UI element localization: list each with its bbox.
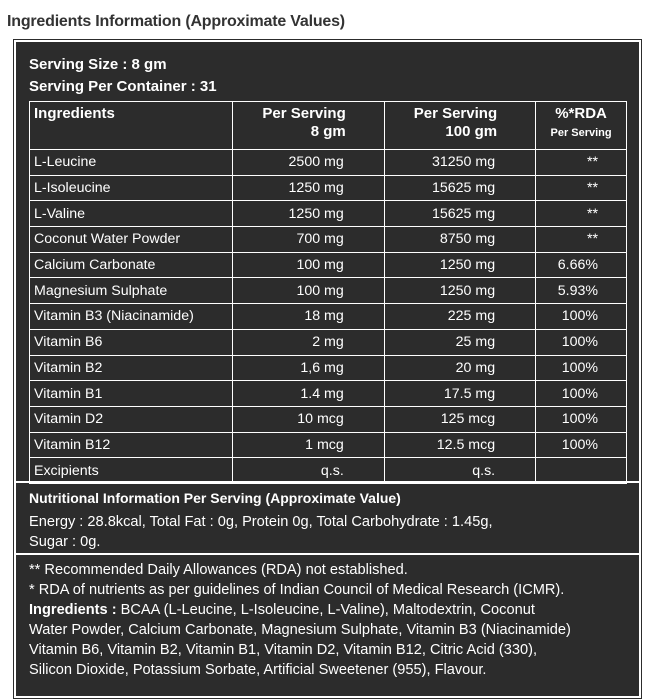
header-per-serving-8gm-line2: 8 gm <box>310 123 346 140</box>
serving-per-container: Serving Per Container : 31 <box>29 78 217 95</box>
rda-value <box>536 458 627 484</box>
section-divider <box>16 553 639 555</box>
per-serving-8gm: 1250 mg <box>233 201 384 227</box>
per-serving-8gm: 1 mcg <box>233 432 384 458</box>
ingredient-name: Vitamin B12 <box>30 432 233 458</box>
per-serving-100gm: 31250 mg <box>384 150 535 176</box>
rda-value: 100% <box>536 329 627 355</box>
per-serving-8gm: 100 mg <box>233 252 384 278</box>
per-serving-100gm: q.s. <box>384 458 535 484</box>
per-serving-100gm: 15625 mg <box>384 175 535 201</box>
per-serving-8gm: 1250 mg <box>233 175 384 201</box>
nutrition-text <box>29 512 629 552</box>
header-rda-line2: Per Serving <box>550 127 612 139</box>
per-serving-100gm: 20 mg <box>384 355 535 381</box>
ingredient-name: Magnesium Sulphate <box>30 278 233 304</box>
nutrition-panel <box>14 40 641 698</box>
per-serving-8gm: 700 mg <box>233 227 384 253</box>
table-row <box>30 458 627 484</box>
per-serving-100gm: 1250 mg <box>384 278 535 304</box>
table-row <box>30 381 627 407</box>
header-per-serving-8gm-line1: Per Serving <box>262 105 346 122</box>
header-per-serving-100gm-line1: Per Serving <box>413 105 498 122</box>
header-per-serving-100gm <box>384 102 535 150</box>
per-serving-8gm: 18 mg <box>233 304 384 330</box>
ingredients-list-line-4: Silicon Dioxide, Potassium Sorbate, Artificial Sweetener (955), Flavour. <box>29 662 487 678</box>
per-serving-100gm: 15625 mg <box>384 201 535 227</box>
rda-note: ** Recommended Daily Allowances (RDA) not established. <box>29 562 408 578</box>
ingredient-name: Vitamin B3 (Niacinamide) <box>30 304 233 330</box>
nutrition-title: Nutritional Information Per Serving (Approximate Value) <box>29 490 401 506</box>
table-row <box>30 432 627 458</box>
header-per-serving-8gm <box>233 102 384 150</box>
table-row <box>30 278 627 304</box>
rda-value: 100% <box>536 406 627 432</box>
table-row <box>30 304 627 330</box>
serving-size: Serving Size : 8 gm <box>29 56 167 73</box>
icmr-note: * RDA of nutrients as per guidelines of Indian Council of Medical Research (ICMR). <box>29 582 565 598</box>
nutrition-line-2: Sugar : 0g. <box>29 534 101 550</box>
ingredients-list-text-1: BCAA (L-Leucine, L-Isoleucine, L-Valine), Maltodextrin, Coconut <box>116 602 535 618</box>
table-header-row <box>30 102 627 150</box>
section-divider <box>16 481 639 483</box>
ingredients-table <box>29 101 627 484</box>
table-row <box>30 329 627 355</box>
nutrition-line-1: Energy : 28.8kcal, Total Fat : 0g, Protein 0g, Total Carbohydrate : 1.45g, <box>29 514 493 530</box>
per-serving-100gm: 8750 mg <box>384 227 535 253</box>
notes-section <box>29 560 639 680</box>
per-serving-100gm: 1250 mg <box>384 252 535 278</box>
ingredients-list-line-2: Water Powder, Calcium Carbonate, Magnesium Sulphate, Vitamin B3 (Niacinamide) <box>29 622 571 638</box>
ingredient-name: Vitamin B2 <box>30 355 233 381</box>
per-serving-8gm: 10 mcg <box>233 406 384 432</box>
header-ingredients: Ingredients <box>30 102 233 150</box>
rda-value: ** <box>536 201 627 227</box>
ingredients-list-line-1 <box>29 600 639 620</box>
rda-value: 5.93% <box>536 278 627 304</box>
per-serving-8gm: 1,6 mg <box>233 355 384 381</box>
ingredients-list-line-3: Vitamin B6, Vitamin B2, Vitamin B1, Vitamin D2, Vitamin B12, Citric Acid (330), <box>29 642 538 658</box>
table-row <box>30 252 627 278</box>
rda-value: 100% <box>536 432 627 458</box>
header-per-serving-100gm-line2: 100 gm <box>445 123 498 140</box>
ingredient-name: Calcium Carbonate <box>30 252 233 278</box>
table-row <box>30 201 627 227</box>
ingredient-name: L-Valine <box>30 201 233 227</box>
ingredient-name: L-Leucine <box>30 150 233 176</box>
per-serving-100gm: 125 mcg <box>384 406 535 432</box>
per-serving-8gm: 1.4 mg <box>233 381 384 407</box>
rda-value: ** <box>536 150 627 176</box>
table-row <box>30 175 627 201</box>
rda-value: 6.66% <box>536 252 627 278</box>
rda-value: 100% <box>536 381 627 407</box>
per-serving-8gm: q.s. <box>233 458 384 484</box>
table-row <box>30 406 627 432</box>
ingredient-name: L-Isoleucine <box>30 175 233 201</box>
table-row <box>30 227 627 253</box>
header-rda <box>536 102 627 150</box>
table-row <box>30 355 627 381</box>
page-title: Ingredients Information (Approximate Values) <box>7 13 345 30</box>
header-rda-line1: %*RDA <box>555 105 607 122</box>
ingredient-name: Vitamin B1 <box>30 381 233 407</box>
ingredients-list-label: Ingredients : <box>29 602 117 618</box>
per-serving-8gm: 2 mg <box>233 329 384 355</box>
rda-value: 100% <box>536 355 627 381</box>
per-serving-100gm: 12.5 mcg <box>384 432 535 458</box>
per-serving-100gm: 225 mg <box>384 304 535 330</box>
ingredient-name: Excipients <box>30 458 233 484</box>
rda-value: 100% <box>536 304 627 330</box>
ingredient-name: Vitamin D2 <box>30 406 233 432</box>
ingredient-name: Coconut Water Powder <box>30 227 233 253</box>
per-serving-100gm: 25 mg <box>384 329 535 355</box>
per-serving-100gm: 17.5 mg <box>384 381 535 407</box>
per-serving-8gm: 100 mg <box>233 278 384 304</box>
per-serving-8gm: 2500 mg <box>233 150 384 176</box>
ingredient-name: Vitamin B6 <box>30 329 233 355</box>
rda-value: ** <box>536 227 627 253</box>
rda-value: ** <box>536 175 627 201</box>
table-row <box>30 150 627 176</box>
